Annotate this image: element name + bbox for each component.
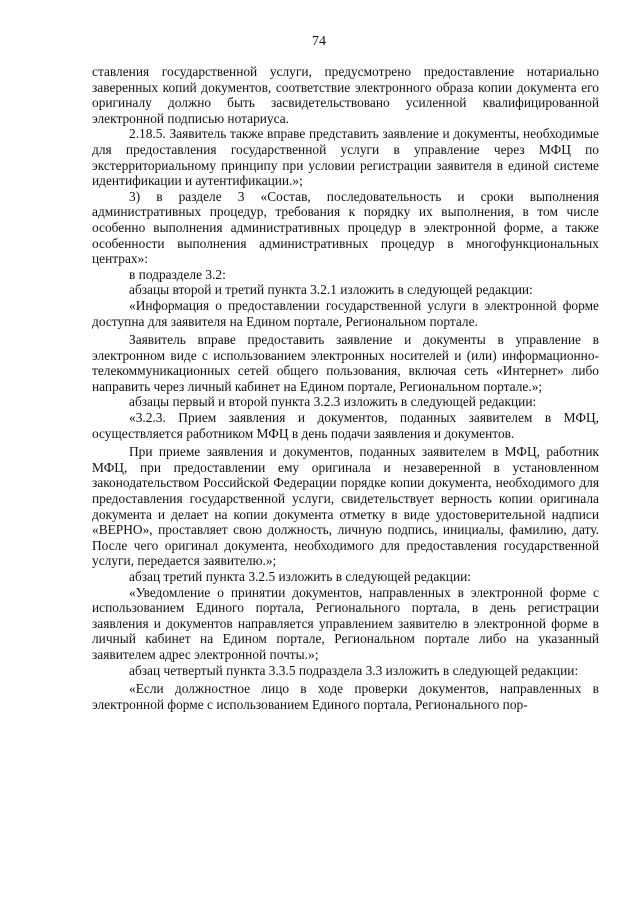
- paragraph-1: ставления государственной услуги, предусмотрено предоставление нотариально заверенных копий документов, соответствие электронного образа копии документа его оригиналу должно быть засвидетельствовано усиленной квалифицированной электронной подписью нотариуса.: [92, 64, 599, 126]
- paragraph-3: 3) в разделе 3 «Состав, последовательность и сроки выполнения административных процедур, требования к порядку их выполнения, в том числе особенно выполнения административных процедур в электронной форме, а также особенности выполнения административных процедур в многофункциональных центрах»:: [92, 188, 599, 267]
- paragraph-2: 2.18.5. Заявитель также вправе представить заявление и документы, необходимые для предоставления государственной услуги в управление через МФЦ по экстерриториальному принципу при условии регистрации заявителя в единой системе идентификации и аутентификации.»;: [92, 126, 599, 189]
- paragraph-7: Заявитель вправе предоставить заявление и документы в управление в электронном виде с использованием электронных носителей и (или) информационно-телекоммуникационных сетей общего пользования, включая сеть «Интернет» либо направить через личный кабинет на Едином портале, Региональном портале.»;: [92, 332, 599, 394]
- paragraph-6: «Информация о предоставлении государственной услуги в электронной форме доступна для заявителя на Едином портале, Региональном портале.: [92, 297, 599, 329]
- paragraph-4: в подразделе 3.2:: [129, 266, 226, 282]
- page-number: 74: [312, 34, 326, 49]
- paragraph-11: абзац третий пункта 3.2.5 изложить в следующей редакции:: [129, 569, 471, 584]
- paragraph-10: При приеме заявления и документов, поданных заявителем в МФЦ, работник МФЦ, при предоставлении ему оригинала и незаверенной в установленном законодательством Российской Федерации порядке копии документа, необходимого для предоставления государственной услуги, свидетельствует верность копии оригинала документа и делает на копии документа отметку в виде удостоверительной надписи «ВЕРНО», проставляет свою должность, личную подпись, инициалы, фамилию, дату. После чего оригинал документа, необходимого для предоставления государственной услуги, передается заявителю.»;: [92, 444, 599, 569]
- document-body: [92, 64, 599, 712]
- paragraph-5: абзацы второй и третий пункта 3.2.1 изложить в следующей редакции:: [129, 282, 533, 298]
- paragraph-13: абзац четвертый пункта 3.3.5 подраздела 3.3 изложить в следующей редакции:: [129, 662, 579, 678]
- paragraph-14: «Если должностное лицо в ходе проверки документов, направленных в электронной форме с использованием Единого портала, Регионального пор-: [92, 681, 599, 712]
- paragraph-9: «3.2.3. Прием заявления и документов, поданных заявителем в МФЦ, осуществляется работником МФЦ в день подачи заявления и документов.: [92, 410, 599, 441]
- paragraph-8: абзацы первый и второй пункта 3.2.3 изложить в следующей редакции:: [129, 394, 537, 410]
- paragraph-12: «Уведомление о принятии документов, направленных в электронной форме с использованием Единого портала, Регионального портала, в день регистрации заявления и документов направляется управлением заявителю в электронной форме в личный кабинет на Едином портале, Региональном портале либо на указанный заявителем адрес электронной почты.»;: [92, 584, 599, 662]
